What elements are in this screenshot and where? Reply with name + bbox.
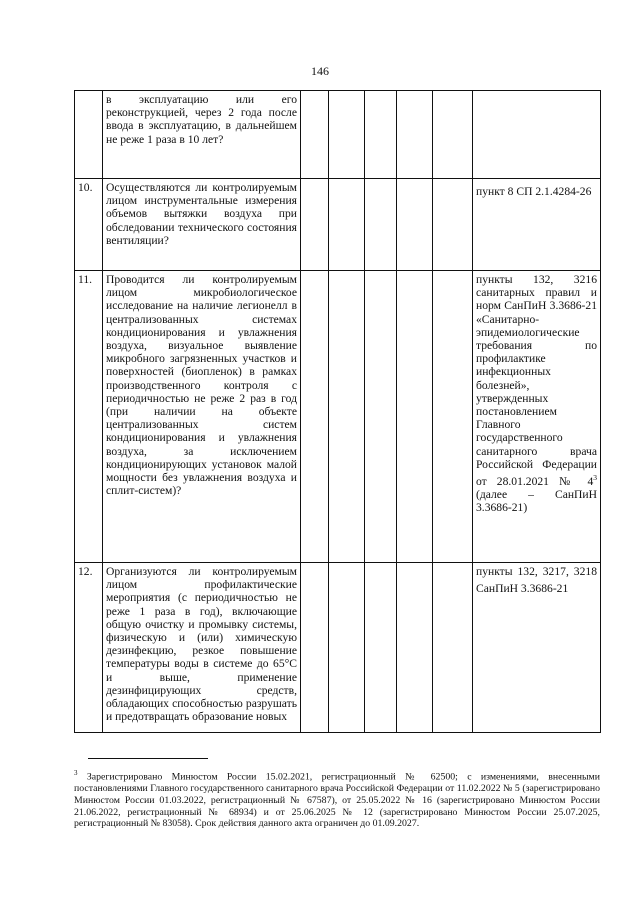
table-row xyxy=(75,179,601,271)
table-row xyxy=(75,563,601,733)
answer-cell xyxy=(365,179,397,271)
reference-text: пункты 132, 3217, 3218 СанПиН 3.3686-21 xyxy=(476,565,597,596)
reference-tail: (далее – СанПиН 3.3686-21) xyxy=(476,488,597,515)
question-text: Организуются ли контролируемым лицом профилактические мероприятия (с периодичностью не реже 1 раза в год), включающие общую очистку и промывку системы, физическую и (или) химическую дезинфекцию, резкое повышение температуры воды в системе до 65°С и выше, применение дезинфицирующих средств, обладающих способностью разрушать и предотвращать образование новых xyxy=(103,563,301,733)
answer-cell xyxy=(397,91,433,179)
question-text: Проводится ли контролируемым лицом микробиологическое исследование на наличие легионелл в централизованных системах кондиционирования и увлажнения воздуха, визуальное выявление микробного загрязненных участков и поверхностей (биопленок) в рамках производственного контроля с периодичностью не реже 2 раз в год (при наличии на объекте централизованных систем кондиционирования и увлажнения воздуха, за исключением кондиционирующих установок малой мощности без увлажнения воздуха и сплит-систем)? xyxy=(103,271,301,563)
reference-cell xyxy=(473,271,601,563)
answer-cell xyxy=(365,563,397,733)
answer-cell xyxy=(329,563,365,733)
answer-cell xyxy=(301,91,329,179)
reference-cell xyxy=(473,563,601,733)
reference-text: пункт 8 СП 2.1.4284-26 xyxy=(476,184,592,198)
reference-cell xyxy=(473,179,601,271)
footnote xyxy=(74,768,600,830)
answer-cell xyxy=(329,91,365,179)
reference-footnote-marker: 3 xyxy=(593,473,597,483)
reference-text: пункты 132, 3216 санитарных правил и норм СанПиН 3.3686-21 «Санитарно-эпидемиологические требования по профилактике инфекционных болезней», утвержденных постановлением Главного государственного санитарного врача Российской Федерации от 28.01.2021 № 4 xyxy=(476,273,597,488)
answer-cell xyxy=(433,271,473,563)
row-number: 11. xyxy=(75,271,103,563)
answer-cell xyxy=(397,271,433,563)
answer-cell xyxy=(433,563,473,733)
answer-cell xyxy=(397,563,433,733)
footnote-rule xyxy=(88,758,208,759)
answer-cell xyxy=(433,179,473,271)
row-number: 10. xyxy=(75,179,103,271)
answer-cell xyxy=(433,91,473,179)
row-number xyxy=(75,91,103,179)
answer-cell xyxy=(301,563,329,733)
answer-cell xyxy=(301,179,329,271)
answer-cell xyxy=(365,271,397,563)
table-row xyxy=(75,91,601,179)
question-text: Осуществляются ли контролируемым лицом инструментальные измерения объемов вытяжки воздуха при обследовании технического состояния вентиляции? xyxy=(103,179,301,271)
answer-cell xyxy=(365,91,397,179)
answer-cell xyxy=(397,179,433,271)
question-text: в эксплуатацию или его реконструкцией, через 2 года после ввода в эксплуатацию, в дальнейшем не реже 1 раза в 10 лет? xyxy=(103,91,301,179)
reference-cell xyxy=(473,91,601,179)
checklist-body xyxy=(75,91,601,733)
checklist-table xyxy=(74,90,601,733)
answer-cell xyxy=(329,271,365,563)
table-row xyxy=(75,271,601,563)
page-number: 146 xyxy=(311,64,329,78)
row-number: 12. xyxy=(75,563,103,733)
footnote-text: Зарегистрировано Минюстом России 15.02.2021, регистрационный № 62500; с изменениями, внесенными постановлениями Главного государственного санитарного врача Российской Федерации от 11.02.2022 № 5 (зарегистрировано Минюстом России 01.03.2022, регистрационный № 67587), от 25.05.2022 № 16 (зарегистрировано Минюстом России 21.06.2022, регистрационный № 68934) и от 25.06.2025 № 12 (зарегистрировано Минюстом России 25.07.2025, регистрационный № 83058). Срок действия данного акта ограничен до 01.09.2027. xyxy=(74,771,600,830)
footnote-marker: 3 xyxy=(74,769,78,777)
answer-cell xyxy=(301,271,329,563)
answer-cell xyxy=(329,179,365,271)
